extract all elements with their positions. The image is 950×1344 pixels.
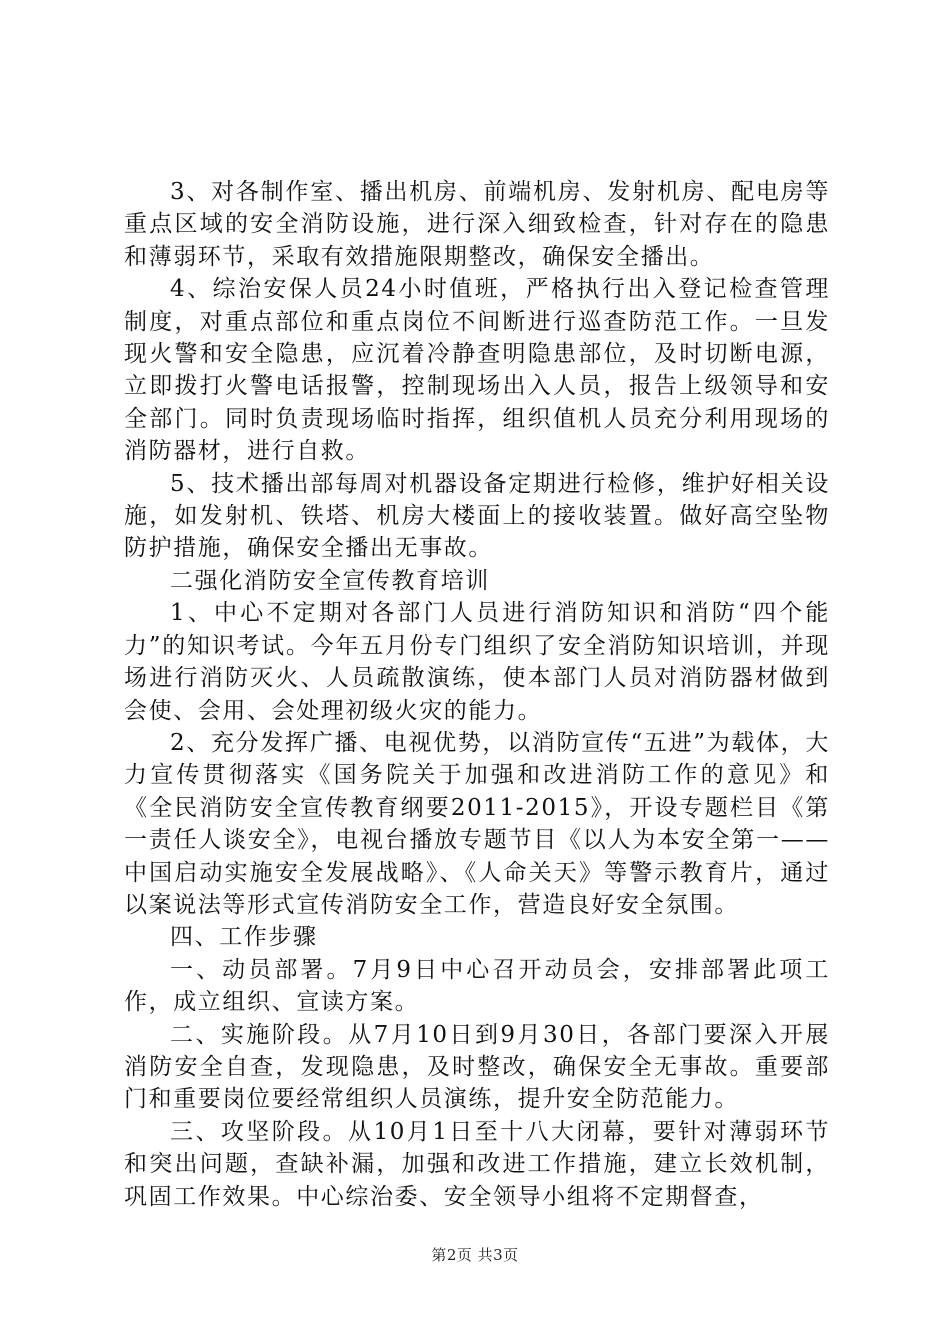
paragraph-item-4-security-duty: 4、综治安保人员24小时值班，严格执行出入登记检查管理制度，对重点部位和重点岗位不间断进行巡查防范工作。一旦发现火警和安全隐患，应沉着冷静查明隐患部位，及时切断电源，立即拨打火警电话报警，控制现场出入人员，报告上级领导和安全部门。同时负责现场临时指挥，组织值机人员充分利用现场的消防器材，进行自救。 — [124, 276, 830, 465]
section-heading-work-steps: 四、工作步骤 — [170, 924, 318, 951]
paragraph-step-tackling: 三、攻坚阶段。从10月1日至十八大闭幕，要针对薄弱环节和突出问题，查缺补漏，加强和改进工作措施，建立长效机制，巩固工作效果。中心综治委、安全领导小组将不定期督查， — [124, 1118, 830, 1210]
document-body — [124, 176, 830, 1213]
paragraph-item-2-broadcast: 2、充分发挥广播、电视优势，以消防宣传“五进”为载体，大力宣传贯彻落实《国务院关于加强和改进消防工作的意见》和《全民消防安全宣传教育纲要2011-2015》，开设专题栏目《第一责任人谈安全》，电视台播放专题节目《以人为本安全第一——中国启动实施安全发展战略》、《人命关天》等警示教育片，通过以案说法等形式宣传消防安全工作，营造良好安全氛围。 — [124, 729, 830, 918]
page-number-footer: 第2页 共3页 — [431, 1246, 519, 1264]
paragraph-step-implementation: 二、实施阶段。从7月10日到9月30日，各部门要深入开展消防安全自查，发现隐患，及时整改，确保安全无事故。重要部门和重要岗位要经常组织人员演练，提升安全防范能力。 — [124, 1021, 830, 1113]
paragraph-item-3-inspection: 3、对各制作室、播出机房、前端机房、发射机房、配电房等重点区域的安全消防设施，进行深入细致检查，针对存在的隐患和薄弱环节，采取有效措施限期整改，确保安全播出。 — [124, 179, 830, 270]
paragraph-item-1-training: 1、中心不定期对各部门人员进行消防知识和消防“四个能力”的知识考试。今年五月份专门组织了安全消防知识培训，并现场进行消防灭火、人员疏散演练，使本部门人员对消防器材做到会使、会用、会处理初级火灾的能力。 — [124, 600, 830, 724]
paragraph-item-5-maintenance: 5、技术播出部每周对机器设备定期进行检修，维护好相关设施，如发射机、铁塔、机房大楼面上的接收装置。做好高空坠物防护措施，确保安全播出无事故。 — [124, 470, 830, 562]
section-heading-publicity: 二强化消防安全宣传教育培训 — [170, 567, 490, 594]
paragraph-step-mobilization: 一、动员部署。7月9日中心召开动员会，安排部署此项工作，成立组织、宣读方案。 — [124, 956, 830, 1016]
